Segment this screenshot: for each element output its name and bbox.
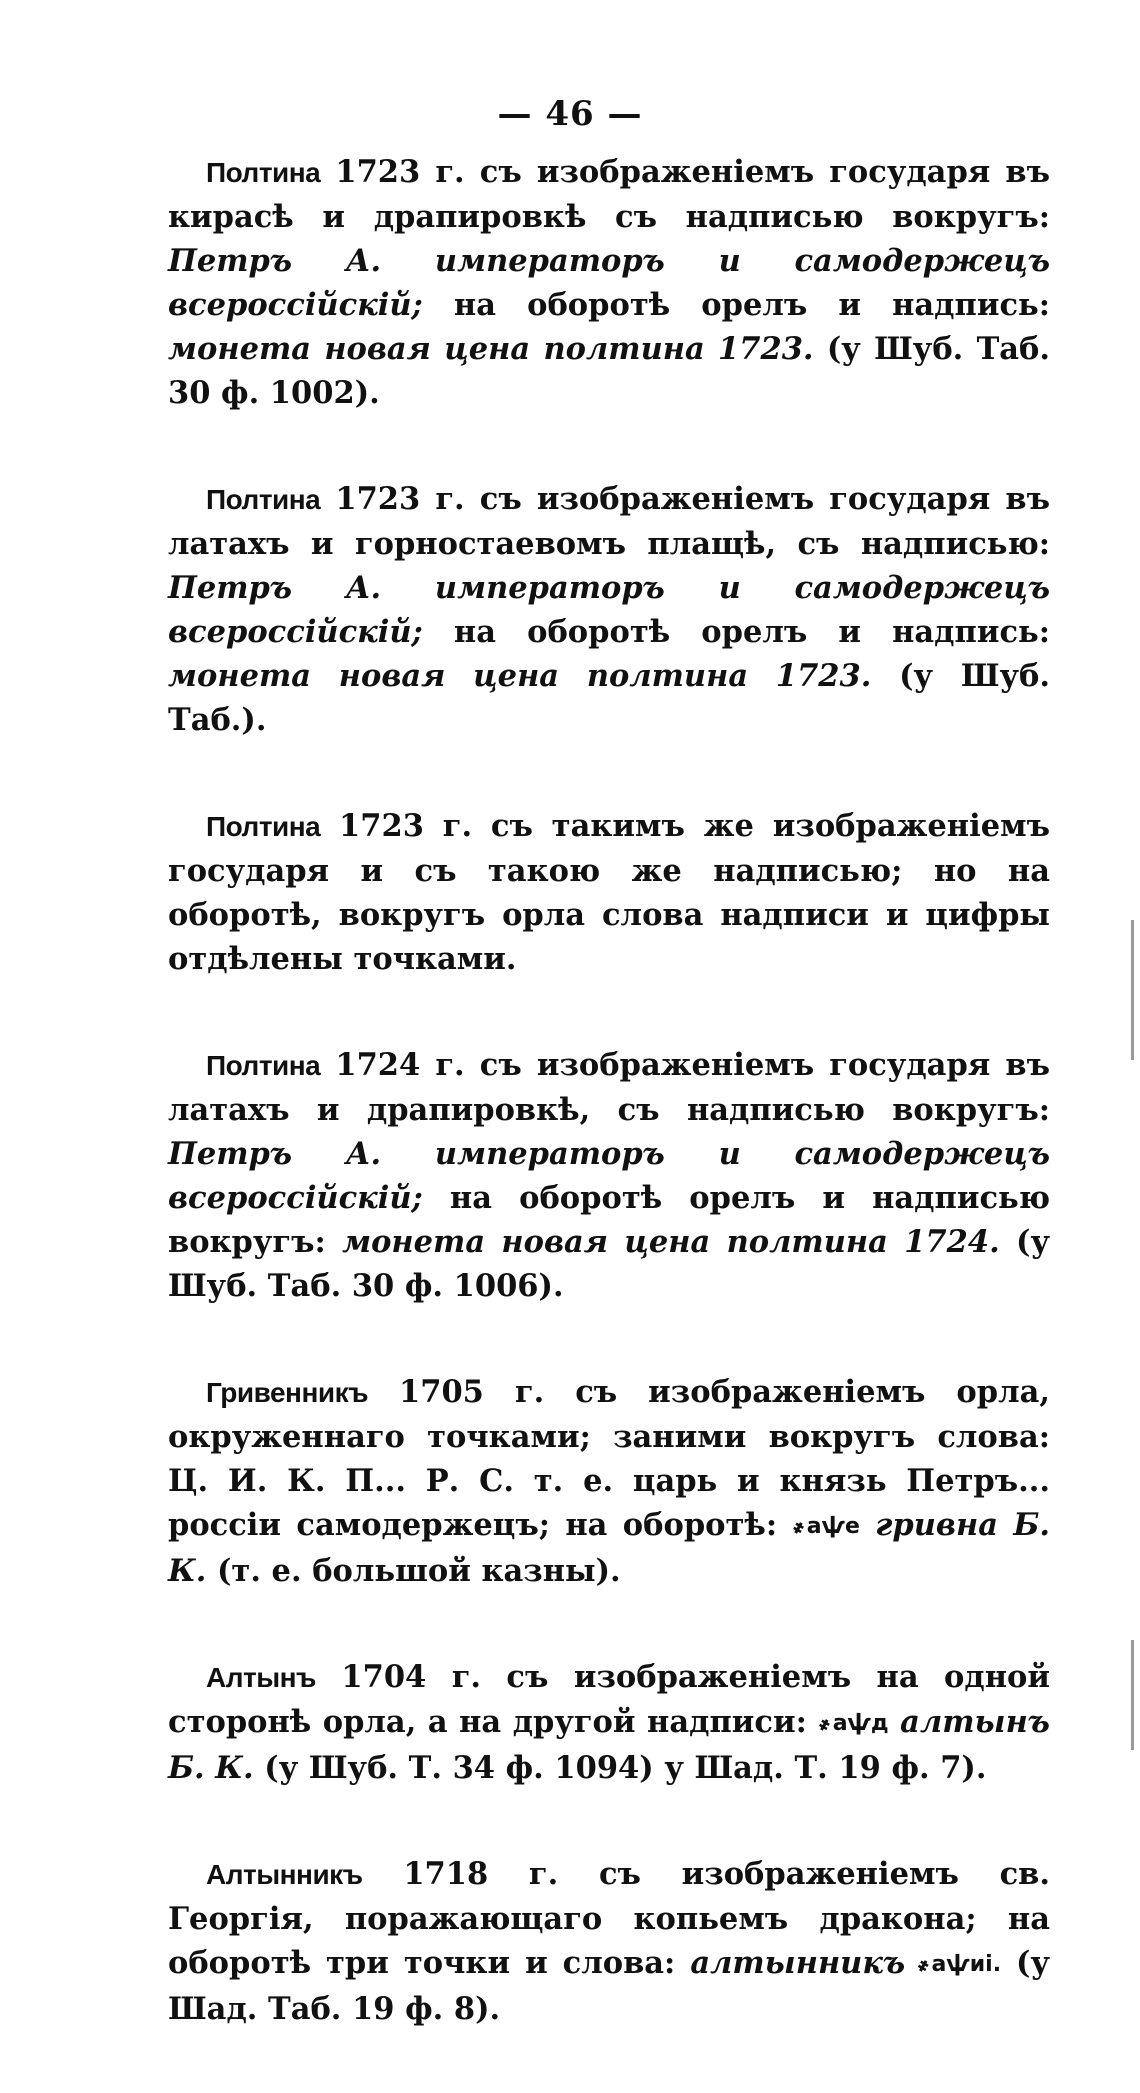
scan-edge-mark [1131, 1640, 1134, 1750]
entry-reference: (у Шуб. Таб. 30 ф. 1002). [168, 331, 1050, 411]
entry-term: Алтынникъ [206, 1859, 363, 1890]
entry-text: 1704 г. съ изображеніемъ на одной сторонѣ орла, а на другой надписи: [168, 1659, 1050, 1740]
entry-text: 1718 г. съ изображеніемъ св. Георгія, поражающаго копьемъ дракона; на оборотѣ три точки и слова: [168, 1856, 1050, 1981]
entry-text: 1724 г. съ изображеніемъ государя въ латахъ и драпировкѣ, съ надписью вокругъ: [168, 1047, 1050, 1128]
entry-inscription: Петръ А. императоръ и самодержецъ всероссійскій; [168, 570, 1050, 650]
entry-text: 1723 г. съ изображеніемъ государя въ кирасѣ и драпировкѣ съ надписью вокругъ: [168, 154, 1050, 235]
entry-text: на оборотѣ орелъ и надписью вокругъ: [168, 1180, 1050, 1260]
entry-poltina-1723-tochki [168, 804, 1050, 981]
entry-grivennik-1705 [168, 1370, 1050, 1593]
entry-term: Алтынъ [206, 1662, 316, 1693]
entry-inscription: гривна Б. К. [168, 1507, 1050, 1589]
entry-text: на оборотѣ орелъ и надпись: [422, 287, 1050, 323]
entry-term: Полтина [206, 157, 321, 188]
entry-poltina-1723-laty [168, 477, 1050, 742]
entry-text: 1723 г. съ такимъ же изображеніемъ государя и съ такою же надписью; но на оборотѣ, вокругъ орла слова надписи и цифры отдѣлены точками. [168, 808, 1050, 977]
entry-slavonic-date: ҂аѱд [818, 1711, 889, 1736]
entry-poltina-1724 [168, 1043, 1050, 1308]
entry-term: Полтина [206, 1050, 321, 1081]
scan-edge-mark [1131, 920, 1134, 1060]
entry-slavonic-date: ҂аѱе [792, 1514, 860, 1539]
entries-list [168, 150, 1050, 2093]
entry-slavonic-date: ҂аѱиі. [905, 1952, 1002, 1977]
entry-reference: (у Шуб. Таб. 30 ф. 1006). [168, 1224, 1050, 1304]
entry-inscription: алтынъ Б. К. [168, 1704, 1050, 1786]
entry-reference: (у Шуб. Таб.). [168, 658, 1050, 738]
entry-poltina-1723-kirasa [168, 150, 1050, 415]
entry-inscription: Петръ А. императоръ и самодержецъ всероссійскій; [168, 1136, 1050, 1216]
entry-inscription: монета новая цена полтина 1723. [168, 331, 814, 367]
entry-inscription: монета новая цена полтина 1724. [342, 1224, 1000, 1260]
entry-reference: (т. е. большой казны). [206, 1553, 621, 1589]
entry-inscription: монета новая цена полтина 1723. [168, 658, 872, 694]
entry-term: Полтина [206, 811, 321, 842]
entry-reference: (у Шуб. Т. 34 ф. 1094) у Шад. Т. 19 ф. 7). [253, 1750, 987, 1786]
entry-text: 1705 г. съ изображеніемъ орла, окруженнаго точками; заними вокругъ слова: Ц. И. К. П... Р. С. т. е. царь и князь Петръ... россіи самодержецъ; на оборотѣ: [168, 1374, 1050, 1543]
entry-altynnik-1718 [168, 1852, 1050, 2031]
entry-reference: (у Шад. Таб. 19 ф. 8). [168, 1945, 1051, 2027]
page-number: — 46 — [497, 94, 643, 134]
entry-text: на оборотѣ орелъ и надпись: [422, 614, 1050, 650]
entry-term: Полтина [206, 484, 321, 515]
entry-text: 1723 г. съ изображеніемъ государя въ латахъ и горностаевомъ плащѣ, съ надписью: [168, 481, 1050, 562]
entry-inscription: Петръ А. императоръ и самодержецъ всероссійскій; [168, 243, 1050, 323]
entry-term: Гривенникъ [206, 1377, 369, 1408]
entry-inscription: алтынникъ [690, 1945, 906, 1981]
entry-altyn-1704 [168, 1655, 1050, 1790]
